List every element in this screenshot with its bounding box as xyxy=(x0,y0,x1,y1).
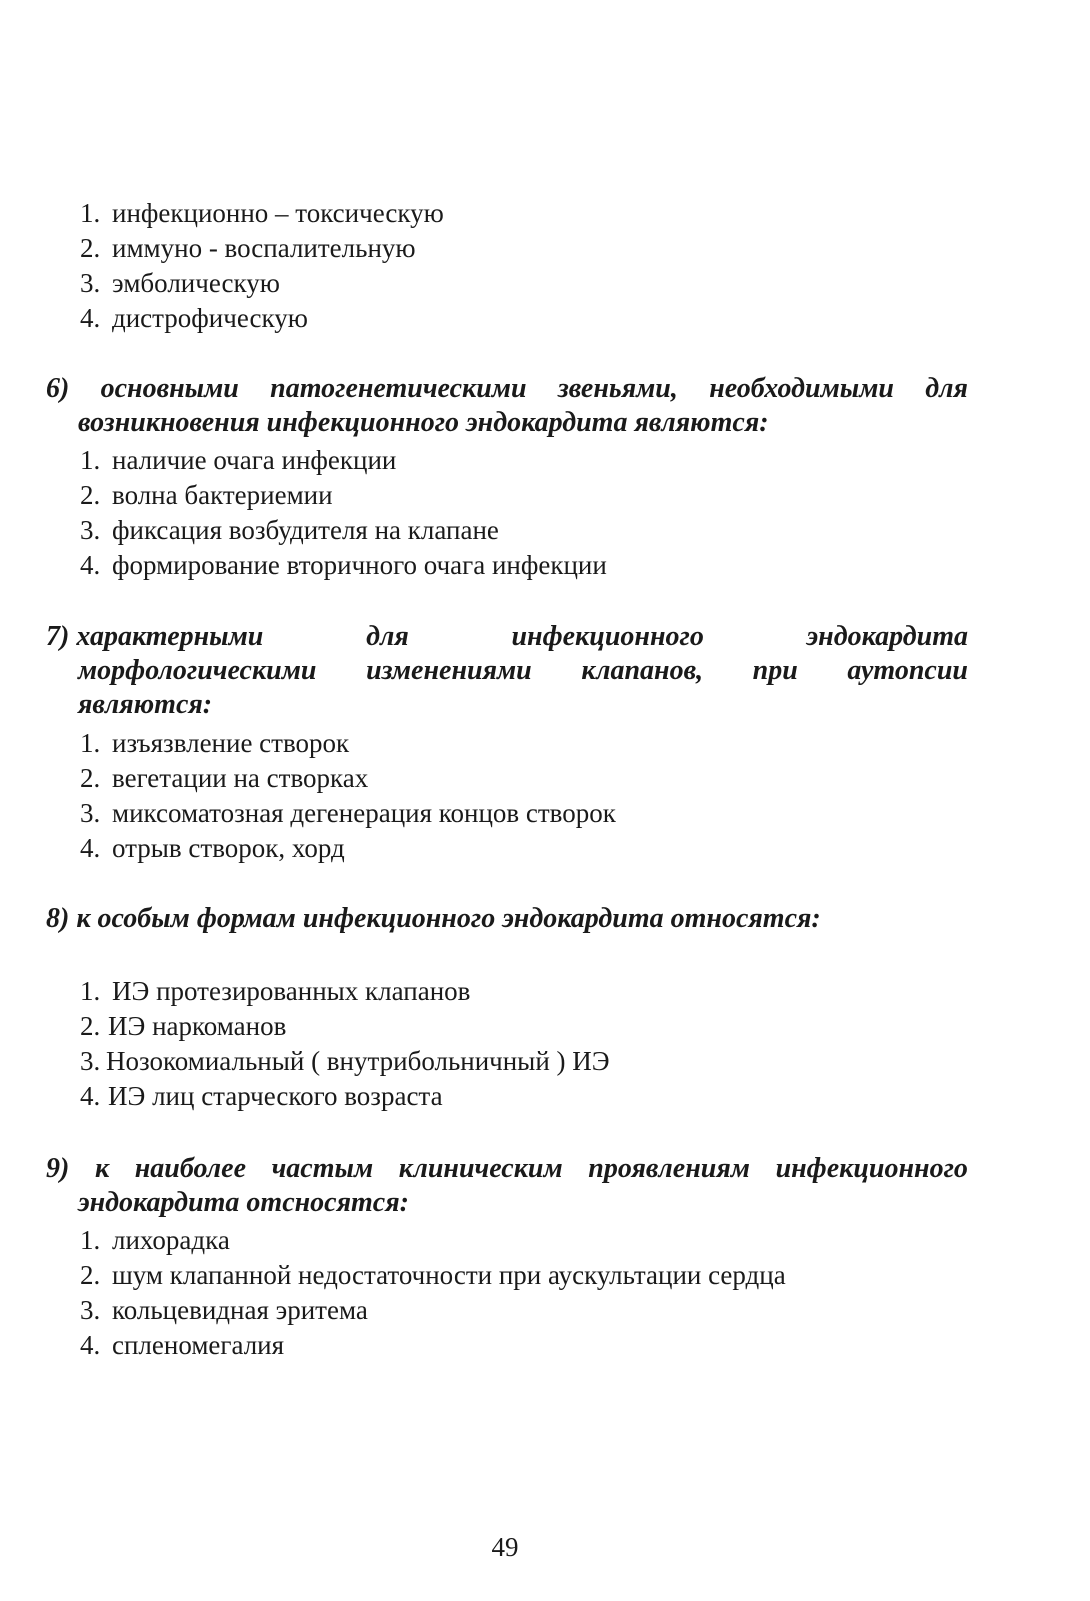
item-number: 1. xyxy=(80,198,101,228)
title-word: необходимыми xyxy=(709,373,894,404)
question-6-title-line-2: возникновения инфекционного эндокардита являются: xyxy=(78,407,769,438)
title-word: инфекционного xyxy=(511,621,704,652)
item-number: 1. xyxy=(80,976,101,1006)
list-item xyxy=(80,1009,286,1043)
item-text: ИЭ лиц старческого возраста xyxy=(108,1081,443,1111)
title-word: наиболее xyxy=(134,1153,246,1184)
list-item xyxy=(80,1223,230,1257)
title-word: эндокардита xyxy=(806,621,968,652)
title-word: инфекционного xyxy=(775,1153,968,1184)
item-text: отрыв створок, хорд xyxy=(112,833,345,863)
title-word: клиническим xyxy=(398,1153,563,1184)
item-number: 2. xyxy=(80,1011,101,1041)
item-text: шум клапанной недостаточности при аускультации сердца xyxy=(112,1260,786,1290)
item-text: кольцевидная эритема xyxy=(112,1295,368,1325)
item-text: эмболическую xyxy=(112,268,280,298)
item-number: 3. xyxy=(80,798,101,828)
item-number: 2. xyxy=(80,763,101,793)
question-7-title-line-1 xyxy=(46,620,968,654)
list-item xyxy=(80,1258,786,1292)
list-item xyxy=(80,761,368,795)
title-word: патогенетическими xyxy=(270,373,527,404)
list-item xyxy=(80,266,280,300)
question-7-title xyxy=(46,620,968,722)
item-text: дистрофическую xyxy=(112,303,308,333)
page-number: 49 xyxy=(491,1532,519,1562)
list-item xyxy=(80,1328,284,1362)
item-number: 4. xyxy=(80,303,101,333)
list-item xyxy=(80,196,444,230)
title-word: изменениями xyxy=(366,655,532,686)
list-item xyxy=(80,1293,368,1327)
title-word: 6) xyxy=(46,373,70,404)
question-7-title-line-3: являются: xyxy=(78,689,213,720)
question-9-title-line-2: эндокардита отсносятся: xyxy=(78,1187,409,1218)
list-item xyxy=(80,548,607,582)
item-text: ИЭ наркоманов xyxy=(108,1011,287,1041)
item-text: вегетации на створках xyxy=(112,763,369,793)
item-text: формирование вторичного очага инфекции xyxy=(112,550,607,580)
item-number: 3. xyxy=(80,1295,101,1325)
item-number: 2. xyxy=(80,480,101,510)
list-item xyxy=(80,831,345,865)
item-number: 1. xyxy=(80,445,101,475)
question-7-title-line-2 xyxy=(46,654,968,688)
title-word: основными xyxy=(100,373,239,404)
question-6-title xyxy=(46,372,968,440)
title-word: для xyxy=(925,373,968,404)
title-word: к xyxy=(94,1153,110,1184)
item-text: волна бактериемии xyxy=(112,480,333,510)
list-item xyxy=(80,513,499,547)
question-9-title-line-1 xyxy=(46,1152,968,1186)
item-text: инфекционно – токсическую xyxy=(112,198,444,228)
list-item xyxy=(80,443,396,477)
question-6-title-line-1 xyxy=(46,372,968,406)
list-item xyxy=(80,796,616,830)
title-word: частым xyxy=(271,1153,374,1184)
item-text: лихорадка xyxy=(112,1225,230,1255)
item-text: Нозокомиальный ( внутрибольничный ) ИЭ xyxy=(106,1046,610,1076)
item-number: 4. xyxy=(80,833,101,863)
question-8-title-line-1: 8) к особым формам инфекционного эндокардита относятся: xyxy=(46,903,821,934)
item-text: изъязвление створок xyxy=(112,728,350,758)
item-text: ИЭ протезированных клапанов xyxy=(112,976,471,1006)
list-item xyxy=(80,974,470,1008)
item-text: наличие очага инфекции xyxy=(112,445,397,475)
title-word: звеньями, xyxy=(557,373,678,404)
item-number: 4. xyxy=(80,550,101,580)
title-word: морфологическими xyxy=(78,655,317,686)
title-word: для xyxy=(366,621,409,652)
title-word: 9) xyxy=(46,1153,70,1184)
list-item xyxy=(80,1079,443,1113)
list-item xyxy=(80,478,333,512)
item-text: спленомегалия xyxy=(112,1330,285,1360)
item-number: 1. xyxy=(80,728,101,758)
list-item xyxy=(80,1044,610,1078)
list-item xyxy=(80,231,416,265)
item-text: миксоматозная дегенерация концов створок xyxy=(112,798,616,828)
question-8-title xyxy=(46,902,968,936)
question-9-title xyxy=(46,1152,968,1220)
item-text: фиксация возбудителя на клапане xyxy=(112,515,499,545)
item-number: 2. xyxy=(80,233,101,263)
item-number: 3. xyxy=(80,1046,101,1076)
title-word: аутопсии xyxy=(847,655,968,686)
title-word: клапанов, xyxy=(581,655,704,686)
title-word: проявлениям xyxy=(588,1153,750,1184)
item-number: 4. xyxy=(80,1330,101,1360)
item-number: 4. xyxy=(80,1081,101,1111)
item-number: 1. xyxy=(80,1225,101,1255)
item-text: иммуно - воспалительную xyxy=(112,233,416,263)
title-word: при xyxy=(752,655,798,686)
list-item xyxy=(80,301,308,335)
list-item xyxy=(80,726,349,760)
item-number: 3. xyxy=(80,268,101,298)
item-number: 3. xyxy=(80,515,101,545)
title-word: 7) характерными xyxy=(46,621,264,652)
item-number: 2. xyxy=(80,1260,101,1290)
